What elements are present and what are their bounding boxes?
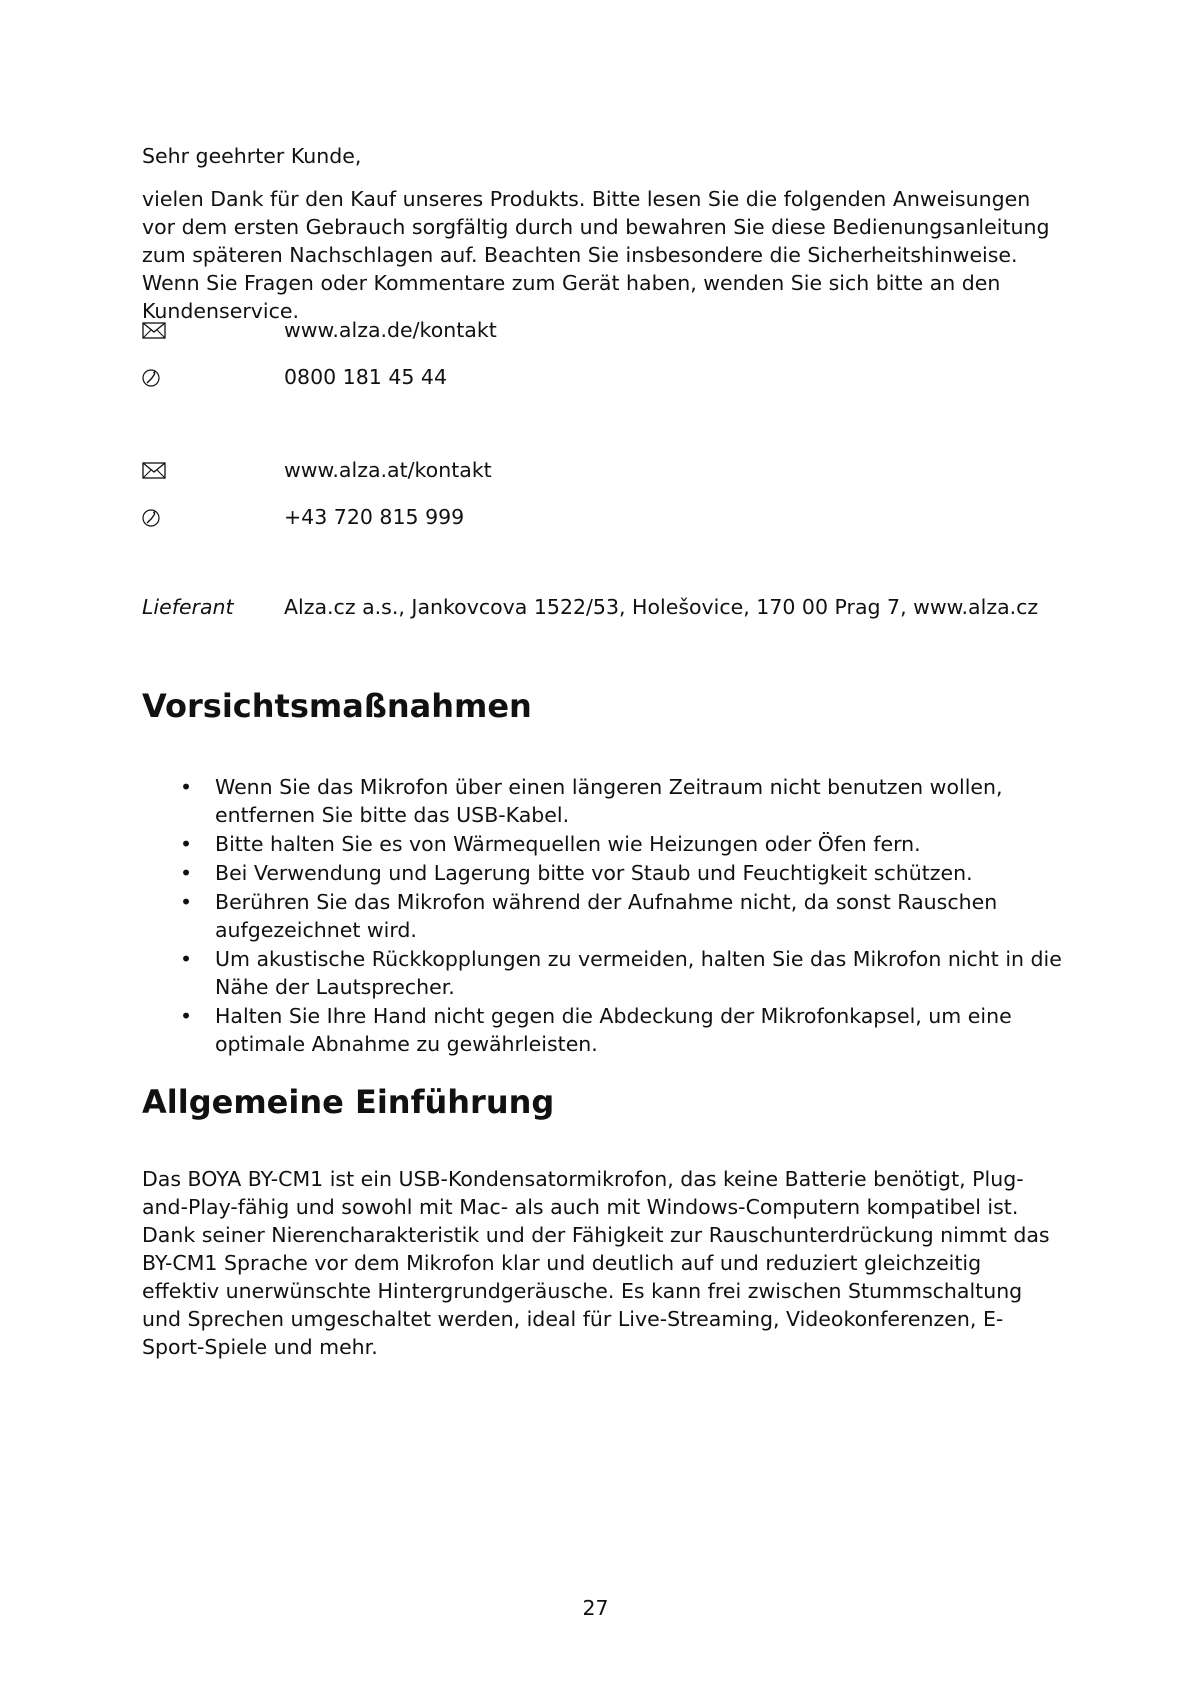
contact-row-at-phone <box>142 503 1042 531</box>
page-number: 27 <box>582 1596 609 1620</box>
bullet-icon: • <box>180 1004 193 1028</box>
envelope-icon <box>142 320 168 340</box>
bullet-icon: • <box>180 861 193 885</box>
supplier-value: Alza.cz a.s., Jankovcova 1522/53, Holešovice, 170 00 Prag 7, www.alza.cz <box>284 595 1039 619</box>
contact-web-de[interactable]: www.alza.de/kontakt <box>284 318 497 342</box>
supplier-row <box>142 593 1092 621</box>
bullet-icon: • <box>180 890 193 914</box>
contact-web-at[interactable]: www.alza.at/kontakt <box>284 458 492 482</box>
bullet-icon: • <box>180 947 193 971</box>
bullet-icon: • <box>180 832 193 856</box>
contact-phone-de[interactable]: 0800 181 45 44 <box>284 365 448 389</box>
contact-row-de-web <box>142 316 1042 344</box>
supplier-label: Lieferant <box>142 595 234 619</box>
precautions-heading: Vorsichtsmaßnahmen <box>142 687 532 725</box>
contact-phone-at[interactable]: +43 720 815 999 <box>284 505 465 529</box>
list-item: • Berühren Sie das Mikrofon während der Aufnahme nicht, da sonst Rauschen aufgezeichnet wird. <box>180 890 998 942</box>
list-item: • Wenn Sie das Mikrofon über einen längeren Zeitraum nicht benutzen wollen, entfernen Sie bitte das USB-Kabel. <box>180 775 1003 827</box>
intro-paragraph: vielen Dank für den Kauf unseres Produkts. Bitte lesen Sie die folgenden Anweisungen vor dem ersten Gebrauch sorgfältig durch und bewahren Sie diese Bedienungsanleitung zum späteren Nachschlagen auf. Beachten Sie insbesondere die Sicherheitshinweise. Wenn Sie Fragen oder Kommentare zum Gerät haben, wenden Sie sich bitte an den Kundenservice. <box>142 187 1050 323</box>
list-item: • Bitte halten Sie es von Wärmequellen wie Heizungen oder Öfen fern. <box>180 832 921 856</box>
bullet-icon: • <box>180 775 193 799</box>
envelope-icon <box>142 460 168 480</box>
phone-icon <box>142 507 168 527</box>
greeting: Sehr geehrter Kunde, <box>142 144 362 168</box>
general-heading: Allgemeine Einführung <box>142 1083 555 1121</box>
precautions-list <box>142 773 1062 1059</box>
phone-icon <box>142 367 168 387</box>
list-item: • Um akustische Rückkopplungen zu vermeiden, halten Sie das Mikrofon nicht in die Nähe der Lautsprecher. <box>180 947 1062 999</box>
list-item: • Bei Verwendung und Lagerung bitte vor Staub und Feuchtigkeit schützen. <box>180 861 973 885</box>
contact-row-at-web <box>142 456 1042 484</box>
list-item: • Halten Sie Ihre Hand nicht gegen die Abdeckung der Mikrofonkapsel, um eine optimale Abnahme zu gewährleisten. <box>180 1004 1012 1056</box>
general-paragraph: Das BOYA BY-CM1 ist ein USB-Kondensatormikrofon, das keine Batterie benötigt, Plug-and-Play-fähig und sowohl mit Mac- als auch mit Windows-Computern kompatibel ist. Dank seiner Nierencharakteristik und der Fähigkeit zur Rauschunterdrückung nimmt das BY-CM1 Sprache vor dem Mikrofon klar und deutlich auf und reduziert gleichzeitig effektiv unerwünschte Hintergrundgeräusche. Es kann frei zwischen Stummschaltung und Sprechen umgeschaltet werden, ideal für Live-Streaming, Videokonferenzen, E-Sport-Spiele und mehr. <box>142 1167 1050 1359</box>
contact-row-de-phone <box>142 363 1042 391</box>
